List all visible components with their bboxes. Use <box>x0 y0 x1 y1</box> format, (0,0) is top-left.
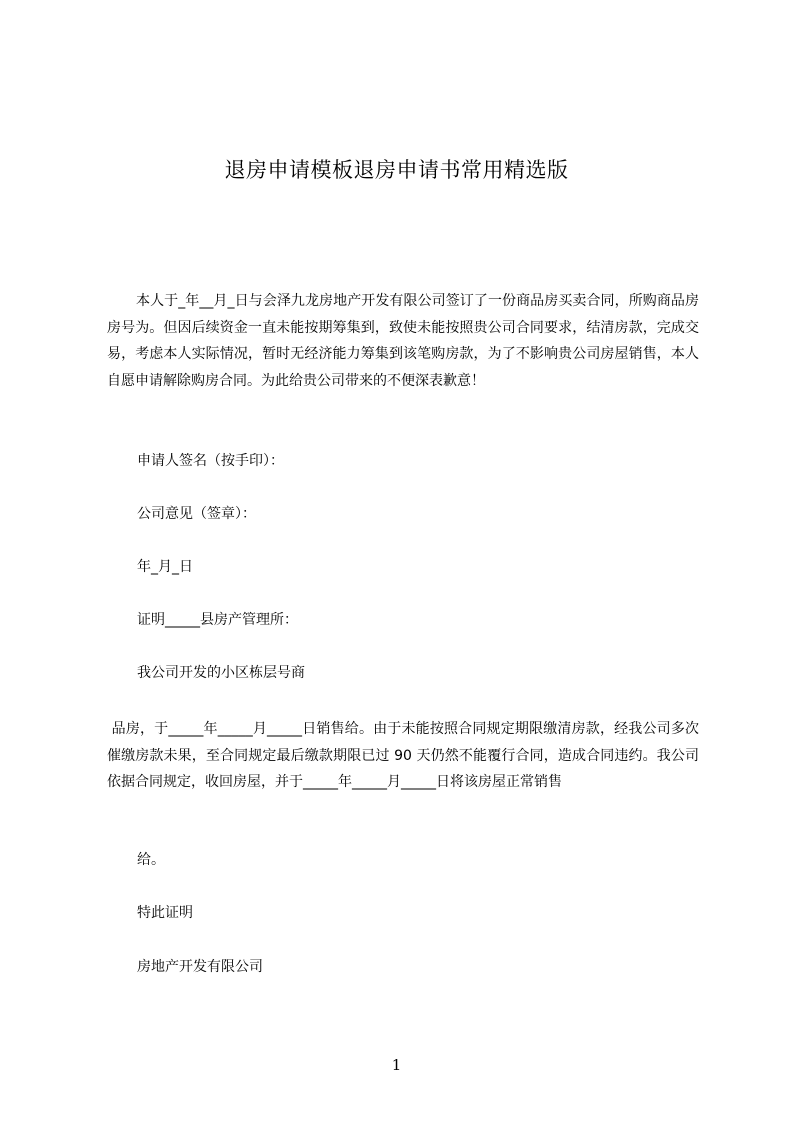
certificate-body-paragraph: 品房，于_____年_____月_____日销售给。由于未能按照合同规定期限缴清房款，经我公司多次催缴房款未果，至合同规定最后缴款期限已过 90 天仍然不能覆行合同，造成合同违约。我公司依据合同规定，收回房屋，并于_____年_____月_____日将该房屋正常销售 <box>107 721 700 790</box>
certificate-intro-line: 我公司开发的小区栋层号商 <box>137 665 305 681</box>
page-number: 1 <box>391 1056 402 1074</box>
date-line: 年_月_日 <box>137 559 193 575</box>
company-name-line: 房地产开发有限公司 <box>137 959 263 975</box>
certificate-end-line: 给。 <box>137 852 165 868</box>
hereby-certify-line: 特此证明 <box>137 905 193 921</box>
document-title: 退房申请模板退房申请书常用精选版 <box>224 158 569 183</box>
certificate-recipient-line: 证明_____县房产管理所： <box>137 612 298 628</box>
company-opinion-line: 公司意见（签章）： <box>137 506 256 522</box>
application-paragraph: 本人于_年__月_日与会泽九龙房地产开发有限公司签订了一份商品房买卖合同，所购商品房房号为。但因后续资金一直未能按期筹集到，致使未能按照贵公司合同要求，结清房款，完成交易，考虑本人实际情况，暂时无经济能力筹集到该笔购房款，为了不影响贵公司房屋销售，本人自愿申请解除购房合同。为此给贵公司带来的不便深表歉意！ <box>107 293 699 389</box>
applicant-signature-line: 申请人签名（按手印）： <box>137 453 284 469</box>
